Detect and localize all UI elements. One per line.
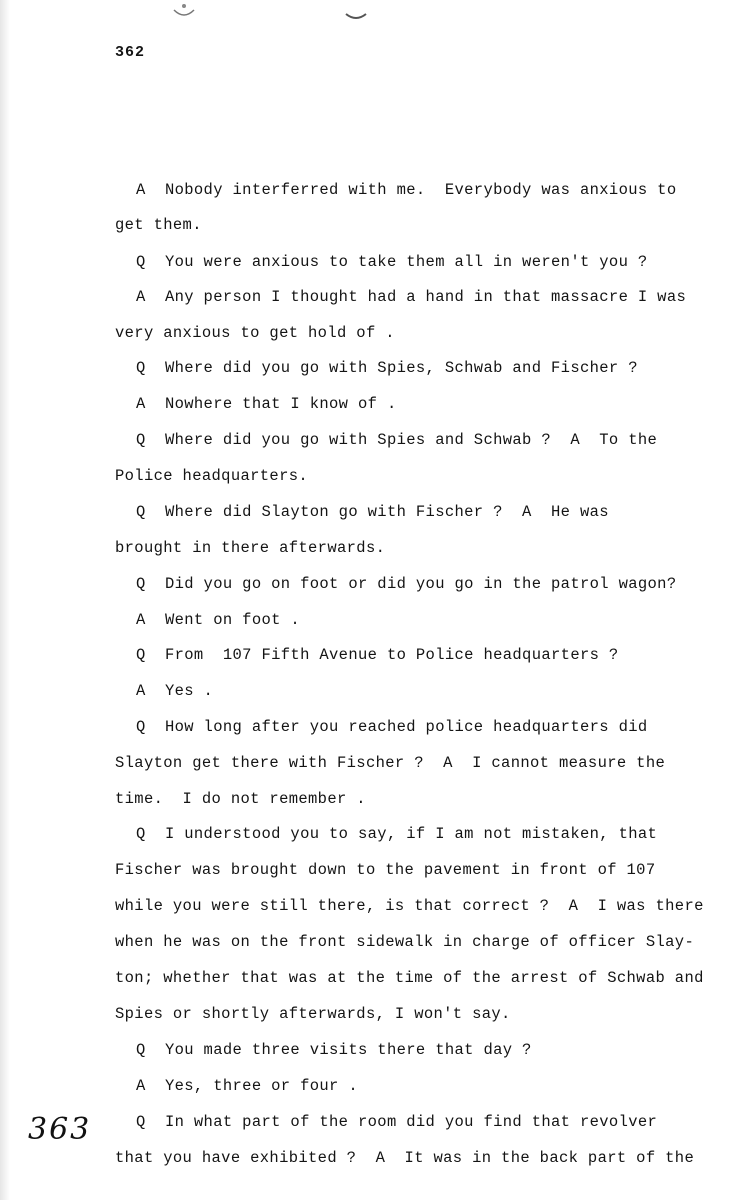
text-line: Q You were anxious to take them all in weren't you ? [136,253,648,271]
page-number: 362 [115,44,146,61]
handwritten-page-number: 363 [28,1112,92,1147]
text-line: while you were still there, is that correct ? A I was there [115,897,704,915]
text-line: get them. [115,216,202,234]
text-line: A Nobody interferred with me. Everybody was anxious to [136,181,677,199]
text-line: Spies or shortly afterwards, I won't say. [115,1005,511,1023]
text-line: ton; whether that was at the time of the arrest of Schwab and [115,969,704,987]
punch-hole-marks [170,0,410,24]
text-line: A Any person I thought had a hand in that massacre I was [136,288,687,306]
scan-edge-shadow [0,0,10,1200]
text-line: that you have exhibited ? A It was in the back part of the [115,1149,695,1167]
text-line: very anxious to get hold of . [115,324,395,342]
text-line: A Nowhere that I know of . [136,395,397,413]
text-line: Q How long after you reached police headquarters did [136,718,648,736]
text-line: A Yes, three or four . [136,1077,358,1095]
text-line: Q Where did you go with Spies and Schwab ? A To the [136,431,658,449]
text-line: Fischer was brought down to the pavement in front of 107 [115,861,656,879]
text-line: A Yes . [136,682,214,700]
text-line: when he was on the front sidewalk in charge of officer Slay- [115,933,695,951]
text-line: Q You made three visits there that day ? [136,1041,532,1059]
text-line: time. I do not remember . [115,790,366,808]
text-line: Q Did you go on foot or did you go in the patrol wagon? [136,575,677,593]
text-line: Slayton get there with Fischer ? A I cannot measure the [115,754,666,772]
text-line: Q From 107 Fifth Avenue to Police headquarters ? [136,646,619,664]
text-line: Q In what part of the room did you find that revolver [136,1113,658,1131]
text-line: Q Where did you go with Spies, Schwab and Fischer ? [136,359,638,377]
text-line: brought in there afterwards. [115,539,386,557]
text-line: Q I understood you to say, if I am not mistaken, that [136,825,658,843]
text-line: Q Where did Slayton go with Fischer ? A He was [136,503,609,521]
text-line: Police headquarters. [115,467,309,485]
text-line: A Went on foot . [136,611,301,629]
